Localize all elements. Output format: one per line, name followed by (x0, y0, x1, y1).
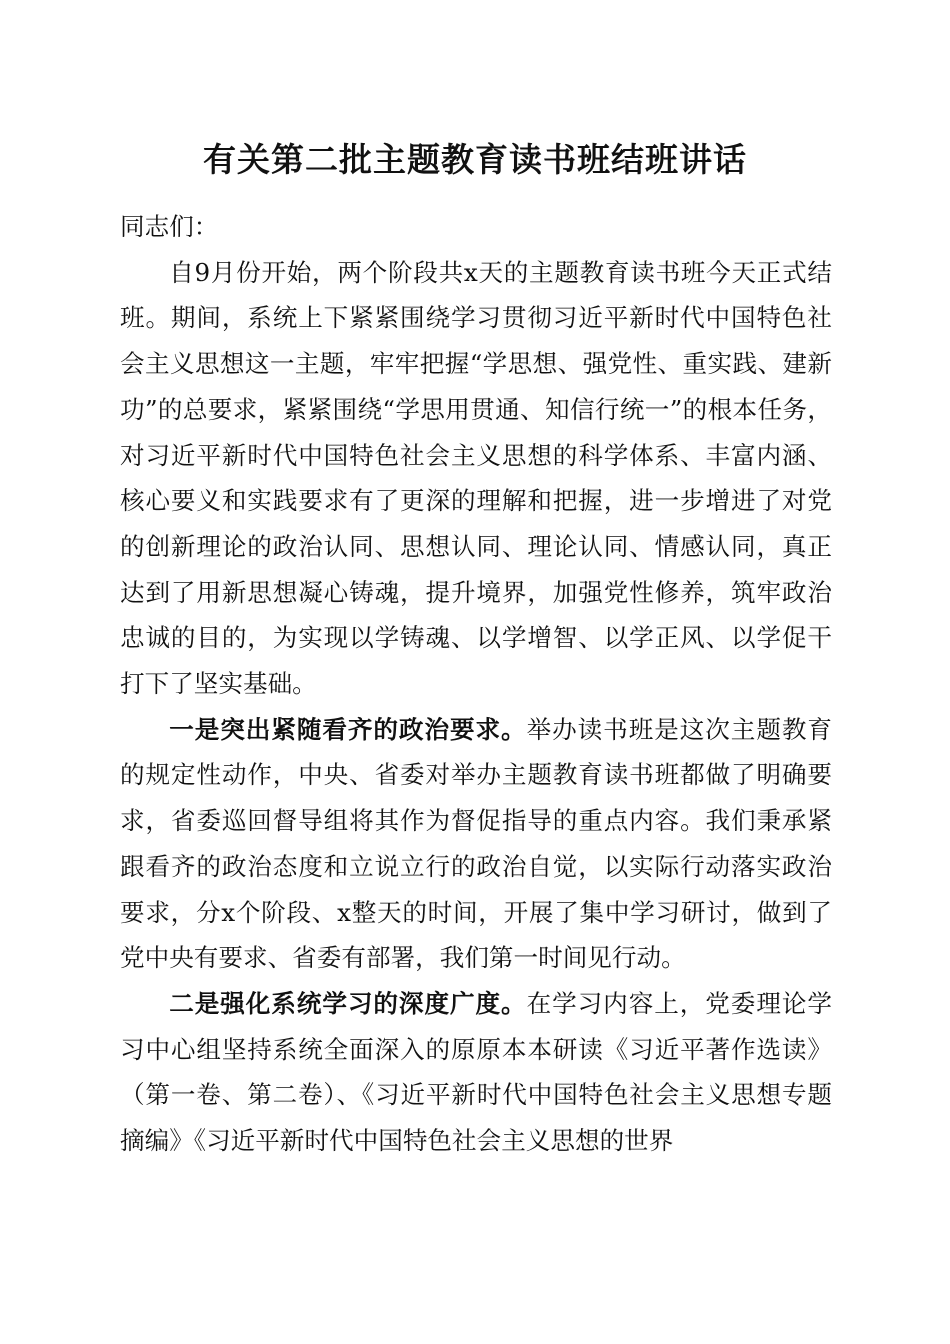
paragraph-point-one (120, 707, 832, 981)
paragraph-intro (120, 250, 832, 707)
document-title: 有关第二批主题教育读书班结班讲话 (203, 140, 747, 179)
paragraph-text: 在学习内容上，党委理论学习中心组坚持系统全面深入的原原本本研读《习近平著作选读》（第一卷、第二卷）、《习近平新时代中国特色社会主义思想专题摘编》《习近平新时代中国特色社会主义思想的世界 (120, 988, 832, 1156)
document-body (120, 204, 832, 1164)
paragraph-text: 举办读书班是这次主题教育的规定性动作，中央、省委对举办主题教育读书班都做了明确要求，省委巡回督导组将其作为督促指导的重点内容。我们秉承紧跟看齐的政治态度和立说立行的政治自觉，以实际行动落实政治要求，分x个阶段、x整天的时间，开展了集中学习研讨，做到了党中央有要求、省委有部署，我们第一时间见行动。 (120, 714, 832, 973)
paragraph-point-two (120, 981, 832, 1164)
paragraph-lead: 一是突出紧随看齐的政治要求。 (169, 714, 527, 744)
paragraph-text: 自9月份开始，两个阶段共x天的主题教育读书班今天正式结班。期间，系统上下紧紧围绕学习贯彻习近平新时代中国特色社会主义思想这一主题，牢牢把握“学思想、强党性、重实践、建新功”的总要求，紧紧围绕“学思用贯通、知信行统一”的根本任务，对习近平新时代中国特色社会主义思想的科学体系、丰富内涵、核心要义和实践要求有了更深的理解和把握，进一步增进了对党的创新理论的政治认同、思想认同、理论认同、情感认同，真正达到了用新思想凝心铸魂，提升境界，加强党性修养，筑牢政治忠诚的目的，为实现以学铸魂、以学增智、以学正风、以学促干打下了坚实基础。 (120, 257, 832, 699)
salutation: 同志们： (120, 212, 219, 241)
paragraph-lead: 二是强化系统学习的深度广度。 (169, 988, 527, 1018)
